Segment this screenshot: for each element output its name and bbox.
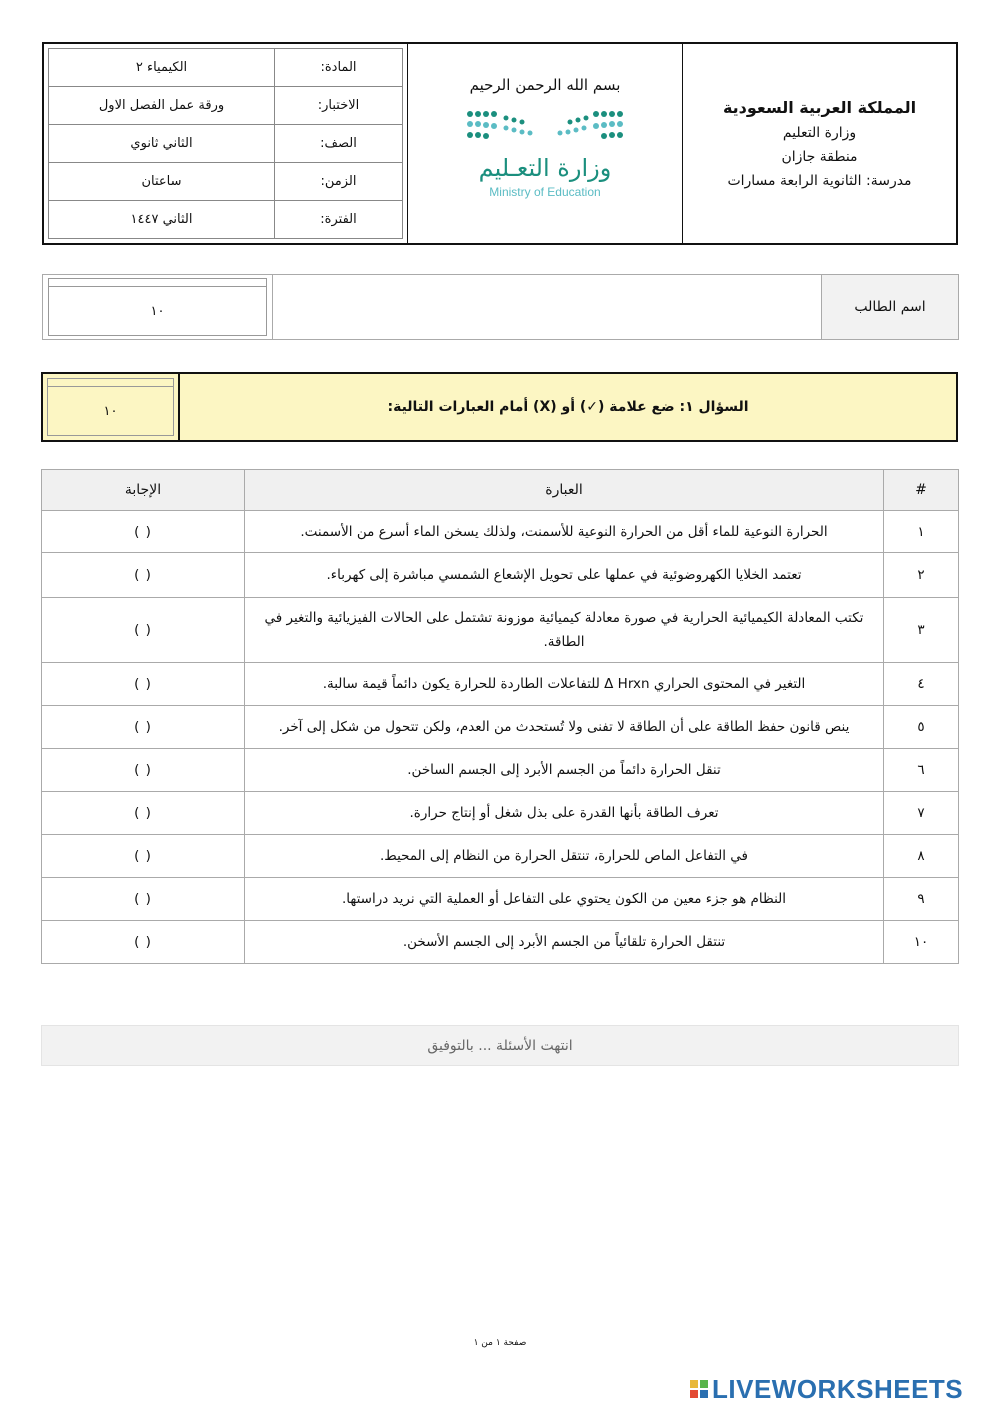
question-score-box	[43, 374, 178, 440]
question-score-table	[47, 378, 174, 436]
info-value: الكيمياء ٢	[49, 49, 275, 87]
info-row	[49, 201, 403, 239]
header-answer: الإجابة	[42, 470, 245, 511]
answer-box[interactable]: ( )	[42, 598, 245, 663]
region-name: منطقة جازان	[781, 149, 858, 165]
answer-box[interactable]: ( )	[42, 792, 245, 835]
info-row	[49, 163, 403, 201]
info-label: المادة:	[275, 49, 403, 87]
table-row	[42, 749, 959, 792]
basmala: بسم الله الرحمن الرحيم	[469, 76, 621, 94]
table-header-row	[42, 470, 959, 511]
student-name-label: اسم الطالب	[821, 275, 958, 339]
table-row	[42, 792, 959, 835]
page-number: صفحة ١ من ١	[473, 1338, 527, 1348]
questions-table-wrapper	[41, 469, 959, 964]
table-row	[42, 835, 959, 878]
table-row	[42, 598, 959, 663]
info-value: الثاني ١٤٤٧	[49, 201, 275, 239]
row-number: ٣	[884, 598, 959, 663]
row-statement: التغير في المحتوى الحراري Δ Hrxn للتفاعلات الطاردة للحرارة يكون دائماً قيمة سالبة.	[245, 663, 884, 706]
student-score-table	[48, 278, 267, 336]
row-number: ٨	[884, 835, 959, 878]
answer-box[interactable]: ( )	[42, 749, 245, 792]
row-statement: ينص قانون حفظ الطاقة على أن الطاقة لا تفنى ولا تُستحدث من العدم، ولكن تتحول من شكل إلى آخر.	[245, 706, 884, 749]
row-number: ١	[884, 511, 959, 553]
answer-box[interactable]: ( )	[42, 921, 245, 964]
table-row	[42, 706, 959, 749]
table-row	[42, 511, 959, 553]
header-statement: العبارة	[245, 470, 884, 511]
ministry-logo-block	[407, 44, 682, 243]
question-score-input[interactable]	[48, 379, 174, 387]
ministry-name: وزارة التعليم	[782, 125, 857, 141]
answer-box[interactable]: ( )	[42, 706, 245, 749]
info-row	[49, 125, 403, 163]
row-number: ١٠	[884, 921, 959, 964]
country-name: المملكة العربية السعودية	[722, 98, 917, 117]
info-row	[49, 49, 403, 87]
end-note: انتهت الأسئلة ... بالتوفيق	[41, 1025, 959, 1066]
row-number: ٩	[884, 878, 959, 921]
header-num: #	[884, 470, 959, 511]
answer-box[interactable]: ( )	[42, 835, 245, 878]
row-number: ٤	[884, 663, 959, 706]
question-title: السؤال ١: ضع علامة (✓) أو (X) أمام العبارات التالية:	[178, 374, 956, 440]
brand-logo-icon	[690, 1380, 708, 1398]
answer-box[interactable]: ( )	[42, 553, 245, 598]
row-statement: النظام هو جزء معين من الكون يحتوي على التفاعل أو العملية التي نريد دراستها.	[245, 878, 884, 921]
exam-info	[44, 44, 407, 243]
table-row	[42, 553, 959, 598]
info-label: الزمن:	[275, 163, 403, 201]
row-number: ٦	[884, 749, 959, 792]
table-row	[42, 921, 959, 964]
row-statement: في التفاعل الماص للحرارة، تنتقل الحرارة من النظام إلى المحيط.	[245, 835, 884, 878]
info-row	[49, 87, 403, 125]
ministry-logo-icon	[460, 108, 630, 203]
info-label: الصف:	[275, 125, 403, 163]
row-number: ٥	[884, 706, 959, 749]
exam-info-table	[48, 48, 403, 239]
school-name: مدرسة: الثانوية الرابعة مسارات	[727, 173, 912, 189]
question-header	[41, 372, 958, 442]
row-statement: تنقل الحرارة دائماً من الجسم الأبرد إلى الجسم الساخن.	[245, 749, 884, 792]
questions-table	[41, 469, 959, 964]
table-row	[42, 663, 959, 706]
row-number: ٧	[884, 792, 959, 835]
info-label: الاختبار:	[275, 87, 403, 125]
info-value: الثاني ثانوي	[49, 125, 275, 163]
answer-box[interactable]: ( )	[42, 663, 245, 706]
question-score-total: ١٠	[48, 387, 174, 436]
school-info	[682, 44, 956, 243]
liveworksheets-brand	[690, 1373, 990, 1404]
info-label: الفترة:	[275, 201, 403, 239]
answer-box[interactable]: ( )	[42, 878, 245, 921]
row-number: ٢	[884, 553, 959, 598]
table-row	[42, 878, 959, 921]
row-statement: تعتمد الخلايا الكهروضوئية في عملها على تحويل الإشعاع الشمسي مباشرة إلى كهرباء.	[245, 553, 884, 598]
student-score-box	[43, 275, 272, 339]
document-header	[42, 42, 958, 245]
answer-box[interactable]: ( )	[42, 511, 245, 553]
student-score-total: ١٠	[49, 287, 267, 336]
row-statement: تكتب المعادلة الكيميائية الحرارية في صورة معادلة كيميائية موزونة تشتمل على الحالات الفيزيائية والتغير في الطاقة.	[245, 598, 884, 663]
student-name-input[interactable]	[272, 275, 821, 339]
row-statement: تنتقل الحرارة تلقائياً من الجسم الأبرد إلى الجسم الأسخن.	[245, 921, 884, 964]
student-name-section	[42, 274, 959, 340]
info-value: ورقة عمل الفصل الاول	[49, 87, 275, 125]
brand-wordmark: LIVEWORKSHEETS	[712, 1373, 964, 1404]
svg-text:Ministry of Education: Ministry of Education	[489, 185, 601, 199]
info-value: ساعتان	[49, 163, 275, 201]
student-score-input[interactable]	[49, 279, 267, 287]
row-statement: تعرف الطاقة بأنها القدرة على بذل شغل أو إنتاج حرارة.	[245, 792, 884, 835]
row-statement: الحرارة النوعية للماء أقل من الحرارة النوعية للأسمنت، ولذلك يسخن الماء أسرع من الأسمنت.	[245, 511, 884, 553]
svg-text:وزارة التعـليم: وزارة التعـليم	[478, 154, 612, 182]
